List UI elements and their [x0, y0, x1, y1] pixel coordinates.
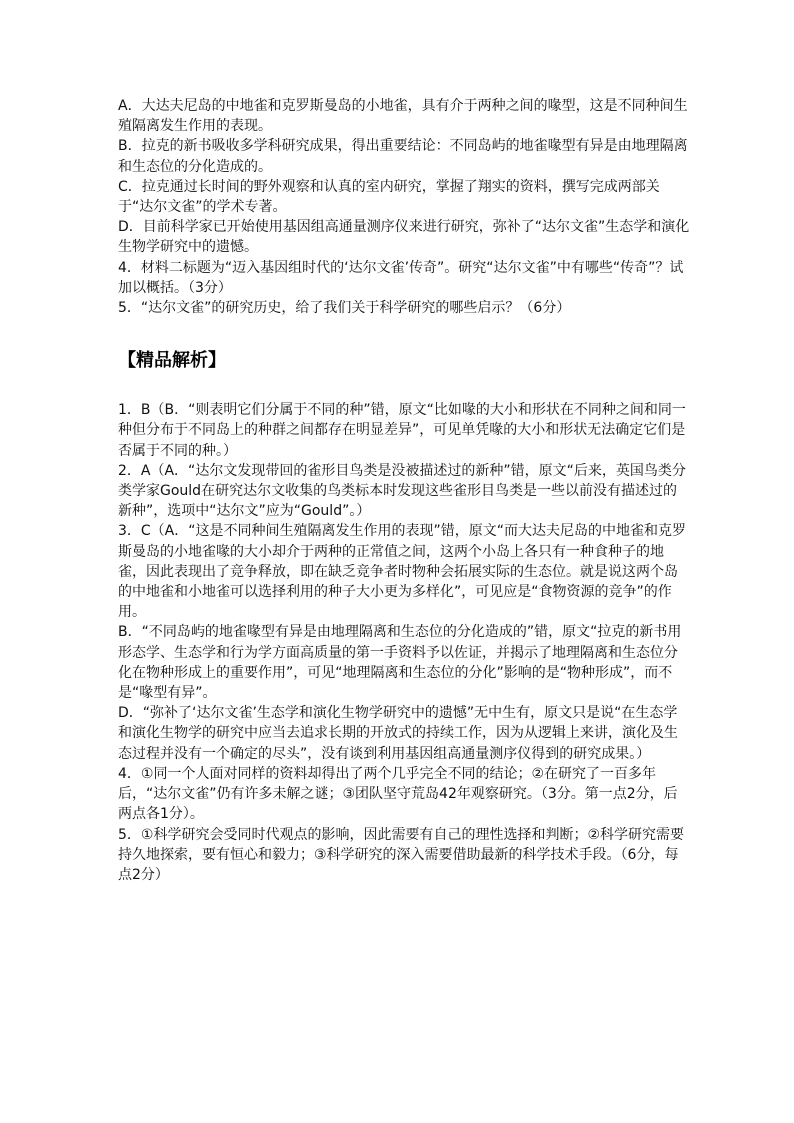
option-a-paragraph: A．大达夫尼岛的中地雀和克罗斯曼岛的小地雀，具有介于两种之间的喙型，这是不同种间生殖隔离发生作用的表现。 — [118, 98, 688, 135]
document-page — [118, 96, 690, 885]
option-d-paragraph: D．目前科学家已开始使用基因组高通量测序仪来进行研究，弥补了“达尔文雀”生态学和演化生物学研究中的遗憾。 — [118, 219, 690, 256]
question-5-paragraph: 5．“达尔文雀”的研究历史，给了我们关于科学研究的哪些启示？（6分） — [118, 300, 571, 317]
answer-3d-paragraph: D．“弥补了‘达尔文雀’生态学和演化生物学研究中的遗憾”无中生有，原文只是说“在生态学和演化生物学的研究中应当去追求长期的开放式的持续工作，因为从逻辑上来讲，演化及生态过程并没有一个确定的尽头”，没有谈到利用基因组高通量测序仪得到的研究成果。） — [118, 705, 678, 762]
option-c-paragraph: C．拉克通过长时间的野外观察和认真的室内研究，掌握了翔实的资料，撰写完成两部关于“达尔文雀”的学术专著。 — [118, 178, 660, 216]
answer-5-paragraph: 5．①科学研究会受同时代观点的影响，因此需要有自己的理性选择和判断；②科学研究需要持久地探索，要有恒心和毅力；③科学研究的深入需要借助最新的科学技术手段。（6分，每点2分） — [118, 826, 685, 883]
answer-1-paragraph: 1．B（B．“则表明它们分属于不同的种”错，原文“比如喙的大小和形状在不同种之间和同一种但分布于不同岛上的种群之间都存在明显差异”，可见单凭喙的大小和形状无法确定它们是否属于不同的种。） — [118, 402, 686, 459]
answer-3-paragraph: 3．C（A．“这是不同种间生殖隔离发生作用的表现”错，原文“而大达夫尼岛的中地雀和克罗斯曼岛的小地雀喙的大小却介于两种的正常值之间，这两个小岛上各只有一种食种子的地雀，因此表现出了竞争释放，即在缺乏竞争者时物种会拓展实际的生态位。就是说这两个岛的中地雀和小地雀可以选择利用的种子大小更为多样化”，可见应是“食物资源的竞争”的作用。 — [118, 523, 687, 621]
answer-4-paragraph: 4．①同一个人面对同样的资料却得出了两个几乎完全不同的结论；②在研究了一百多年后，“达尔文雀”仍有许多未解之谜；③团队坚守荒岛42年观察研究。（3分。第一点2分，后两点各1分）。 — [118, 765, 678, 823]
question-4-paragraph: 4．材料二标题为“迈入基因组时代的‘达尔文雀’传奇”。研究“达尔文雀”中有哪些“传奇”？试加以概括。（3分） — [118, 259, 684, 296]
section-title: 【精品解析】 — [118, 350, 226, 372]
answer-3b-paragraph: B．“不同岛屿的地雀喙型有异是由地理隔离和生态位的分化造成的”错，原文“拉克的新书用形态学、生态学和行为学方面高质量的第一手资料予以佐证，并揭示了地理隔离和生态位分化在物种形成上的重要作用”，可见“地理隔离和生态位的分化”影响的是“物种形成”，而不是“喙型有异”。 — [118, 624, 682, 702]
answer-2-paragraph: 2．A（A．“达尔文发现带回的雀形目鸟类是没被描述过的新种”错，原文“后来，英国鸟类分类学家Gould在研究达尔文收集的鸟类标本时发现这些雀形目鸟类是一些以前没有描述过的新种”，选项中“达尔文”应为“Gould”。） — [118, 462, 686, 520]
option-b-paragraph: B．拉克的新书吸收多学科研究成果，得出重要结论：不同岛屿的地雀喙型有异是由地理隔离和生态位的分化造成的。 — [118, 138, 688, 175]
